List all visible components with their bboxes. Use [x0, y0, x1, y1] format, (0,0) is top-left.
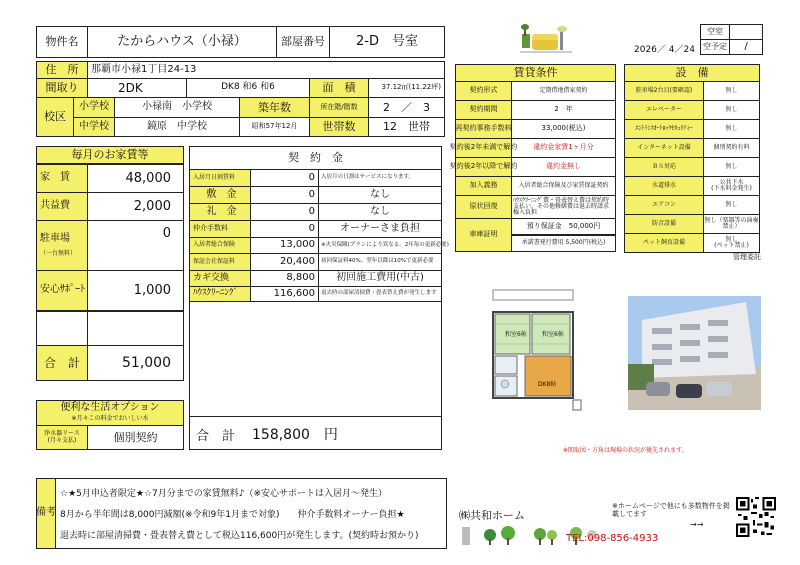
elementary-school: 小禄南 小学校: [114, 97, 240, 118]
monthly-label-text: 家 賃: [40, 172, 70, 184]
money-total-label: 合 計: [196, 429, 236, 444]
money-label: 入居月日割賃料: [189, 169, 251, 187]
options-title: 便利な生活オプション: [36, 400, 184, 416]
money-label: 仲介手数料: [189, 220, 251, 238]
junior-high-label: 中学校: [73, 117, 115, 137]
money-label: 保証会社保証料: [189, 253, 251, 271]
monthly-value: 0: [87, 220, 184, 271]
monthly-label: [36, 270, 88, 311]
money-value: 116,600: [250, 286, 319, 302]
money-note: オーナーさま負担: [318, 220, 442, 238]
floor-label: 所在階/階数: [309, 97, 369, 118]
facility-value: 無し (ペット禁止): [703, 233, 760, 253]
vacancy-label: 空室: [700, 24, 730, 40]
qr-code[interactable]: [736, 497, 776, 537]
money-value: 13,000: [250, 237, 319, 254]
monthly-label: [36, 192, 88, 221]
monthly-label: [36, 220, 88, 271]
money-note: ※火災保険(プランにより異なる。2年毎の更新必要): [318, 237, 442, 254]
conditions-value: 違約金家賃1ヶ月分: [511, 138, 616, 158]
area-label: 面 積: [309, 78, 369, 98]
floor-plan: [485, 288, 585, 412]
facility-label: ペット飼育設備: [624, 233, 704, 253]
conditions-value: ﾊｳｽｸﾘｰﾆﾝｸﾞ費・畳表替え費は契約時支払い。その他修繕費は退去時請求権入負担: [511, 195, 616, 219]
conditions-label: 契約後2年未満で解約: [455, 138, 512, 158]
facility-label: ＢＳ対応: [624, 157, 704, 177]
contract-money-title: 契 約 金: [189, 146, 442, 170]
homepage-note: ※ホームページで他にも多数物件を掲載してます: [612, 502, 730, 518]
remarks-line-2: 8月から半年間は8,000円減額(※令和9年1月まで対象) 仲介手数料オーナー負担★: [60, 510, 405, 520]
junior-high-school: 鏡原 中学校: [114, 117, 240, 137]
options-subtitle: ※月々この料金でおいしい水: [36, 414, 184, 426]
water-filter-label: 浄水器リース (月々支払): [36, 425, 88, 450]
area: 37.12㎡(11.22坪): [368, 78, 445, 98]
conditions-value: 定期借地借家契約: [511, 81, 616, 101]
monthly-label-text: 安心ｻﾎﾟｰﾄ: [40, 284, 85, 296]
company-tel: TEL:098-856-4933: [566, 533, 659, 544]
money-label: 入居者総合保険: [189, 237, 251, 254]
property-name: たからハウス（小禄）: [87, 26, 277, 58]
remarks-line-3: 退去時に部屋清掃費・畳表替え費として税込116,600円が発生します。(契約時お預かり): [60, 531, 419, 541]
monthly-blank: [36, 311, 88, 346]
layout: 2DK: [87, 78, 187, 98]
conditions-value: 2 年: [511, 100, 616, 120]
money-value: 0: [250, 169, 319, 187]
remarks-label: 備考: [36, 478, 56, 549]
floor: 2 ／ 3: [368, 97, 445, 118]
sofa-illustration: [520, 22, 572, 58]
money-note: なし: [318, 186, 442, 204]
monthly-value: 2,000: [87, 192, 184, 221]
monthly-value: 48,000: [87, 164, 184, 193]
conditions-value: 入居者総合保険及び家賃保証契約: [511, 176, 616, 196]
vacancy-date-label: 空予定: [700, 39, 730, 55]
facility-label: 防音設備: [624, 214, 704, 234]
remarks-line-1: ☆★5月申込者限定★☆7月分までの家賃無料♪（※安心サポートは入居月～発生）: [60, 489, 388, 499]
conditions-label: 原状回復: [455, 195, 512, 219]
floor-plan-room1: 和室6帖: [505, 331, 527, 338]
facility-value: 個別契約有料: [703, 138, 760, 158]
address: 那覇市小禄1丁目24-13: [87, 61, 445, 79]
layout-detail: DK8 和6 和6: [186, 78, 310, 98]
money-note: 退去時の部屋清掃費・畳表替え費が発生します: [318, 286, 442, 302]
facility-value: 公共下水 (下水料金発生): [703, 176, 760, 196]
money-note: 入居月の日割はサービスになります。: [318, 169, 442, 187]
money-label: 礼 金: [189, 203, 251, 221]
conditions-value: 33,000(税込): [511, 119, 616, 139]
company-name: ㈱共和ホーム: [459, 509, 525, 522]
money-note: 初回施工費用(中古): [318, 270, 442, 287]
room-number-label: 部屋番号: [276, 26, 330, 58]
facility-value: 無し（楽器等の演奏禁止）: [703, 214, 760, 234]
money-value: 0: [250, 186, 319, 204]
monthly-value: 1,000: [87, 270, 184, 311]
monthly-label-sub: （一台無料）: [40, 249, 77, 257]
monthly-total: 51,000: [87, 345, 184, 381]
arrow-icon: →→: [690, 520, 704, 529]
conditions-label: 加入義務: [455, 176, 512, 196]
floor-plan-note: ※間取図・方角は現場の状況が優先されます。: [563, 447, 688, 454]
facility-value: 無し: [703, 157, 760, 177]
floor-plan-dk: DK8帖: [538, 381, 557, 388]
units-label: 世帯数: [309, 117, 369, 137]
facility-label: 水道排水: [624, 176, 704, 196]
vacancy-value: [729, 24, 763, 40]
conditions-title: 賃貸条件: [455, 64, 616, 82]
monthly-label-text: 共益費: [40, 200, 70, 212]
money-label: 敷 金: [189, 186, 251, 204]
money-value: 0: [250, 203, 319, 221]
conditions-value-2: 承諾書発行費用 5,500円(税込): [511, 235, 616, 252]
conditions-label: 契約形式: [455, 81, 512, 101]
units: 12 世帯: [368, 117, 445, 137]
facility-value: 無し: [703, 81, 760, 101]
building-photo: [628, 296, 761, 410]
floor-plan-room2: 和室6帖: [542, 331, 564, 338]
conditions-value: 預り保証金 50,000円: [511, 218, 616, 235]
money-value: 0: [250, 220, 319, 238]
built-label: 築年数: [239, 97, 310, 118]
conditions-label: 車庫証明: [455, 218, 512, 252]
water-filter-value: 個別契約: [87, 425, 184, 450]
address-label: 住 所: [36, 61, 88, 79]
layout-label: 間取り: [36, 78, 88, 98]
money-value: 8,800: [250, 270, 319, 287]
vacancy-date-value: /: [729, 39, 763, 55]
conditions-label: 再契約事務手数料: [455, 119, 512, 139]
conditions-label: 契約後2年以降で解約: [455, 157, 512, 177]
facility-label: エレベーター: [624, 100, 704, 120]
monthly-blank: [87, 311, 184, 346]
money-note: 初回保証料40%。翌年以降は10%で更新必要: [318, 253, 442, 271]
facility-value: 無し: [703, 119, 760, 139]
money-value: 20,400: [250, 253, 319, 271]
monthly-title: 毎月のお家賃等: [36, 146, 184, 164]
elementary-label: 小学校: [73, 97, 115, 118]
property-name-label: 物件名: [36, 26, 88, 58]
publish-date: 2026／ 4／24: [634, 45, 695, 55]
facility-value: 無し: [703, 195, 760, 215]
conditions-label: 契約期間: [455, 100, 512, 120]
money-note: なし: [318, 203, 442, 221]
facilities-title: 設 備: [624, 64, 760, 82]
room-number: 2-D 号室: [329, 26, 445, 58]
monthly-label: [36, 164, 88, 193]
money-total: 158,800 円: [252, 427, 338, 443]
monthly-label-text: 駐車場: [40, 233, 70, 245]
management-note: 管理委託: [733, 253, 761, 261]
monthly-total-label: 合 計: [36, 345, 88, 381]
money-label: ﾊｳｽｸﾘｰﾆﾝｸﾞ: [189, 286, 251, 302]
money-label: カギ交換: [189, 270, 251, 287]
facility-label: エアコン: [624, 195, 704, 215]
conditions-value: 違約金無し: [511, 157, 616, 177]
facility-label: インターネット設備: [624, 138, 704, 158]
school-label: 校区: [36, 97, 74, 137]
facility-label: 駐車場2台目(要確認): [624, 81, 704, 101]
built-year: 昭和57年12月: [239, 117, 310, 137]
facility-label: ｴﾝﾄﾗﾝｽｵｰﾄﾛｯｸｾｷｭﾘﾃｨｰ: [624, 119, 704, 139]
facility-value: 無し: [703, 100, 760, 120]
